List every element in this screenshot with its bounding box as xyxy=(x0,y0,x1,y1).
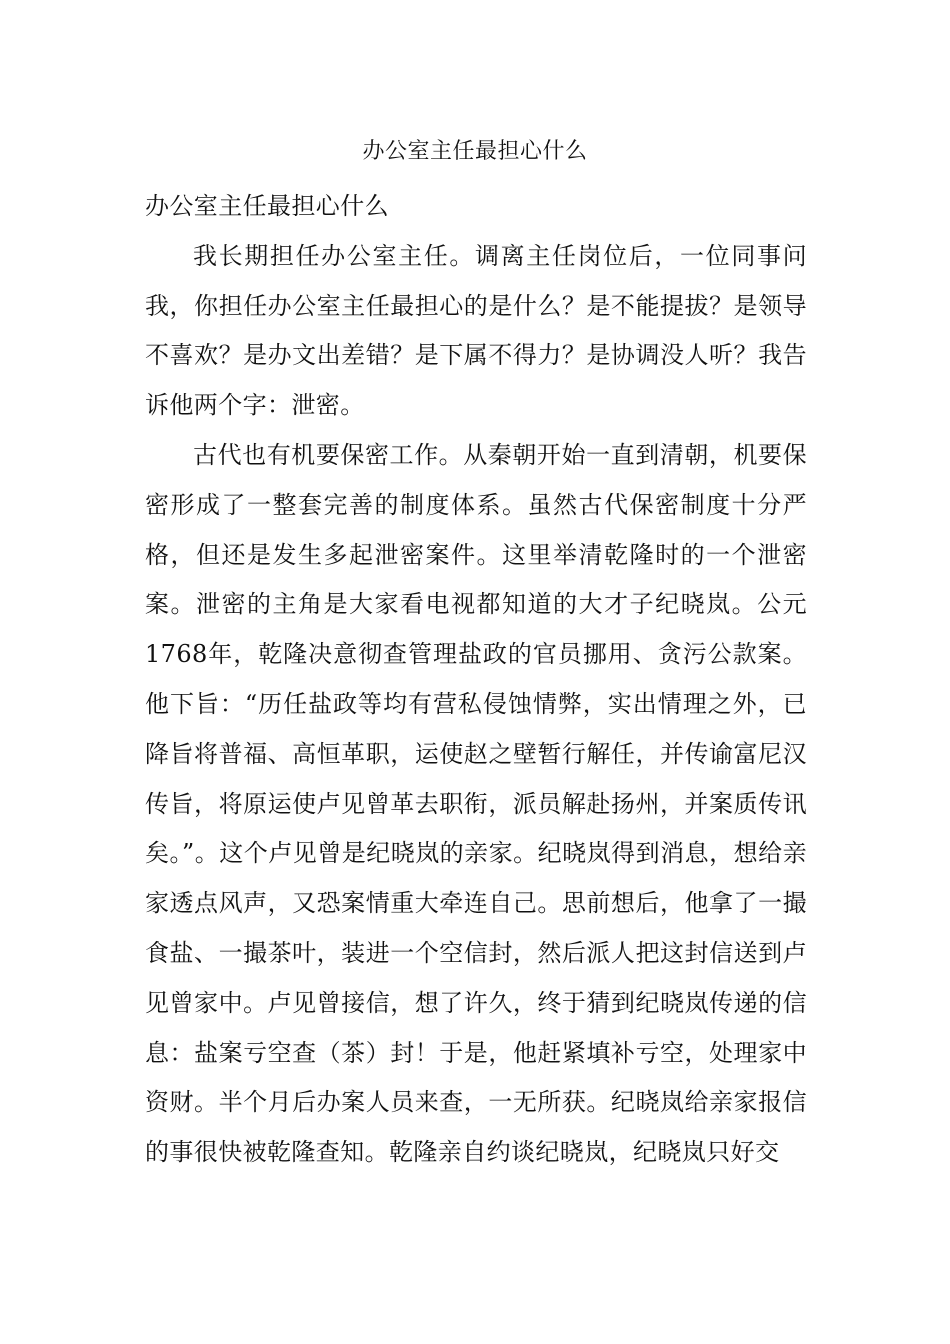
subtitle-line: 办公室主任最担心什么 xyxy=(145,192,389,220)
document-body xyxy=(145,182,807,1178)
paragraph-2: 古代也有机要保密工作。从秦朝开始一直到清朝，机要保密形成了一整套完善的制度体系。虽然古代保密制度十分严格，但还是发生多起泄密案件。这里举清乾隆时的一个泄密案。泄密的主角是大家看电视都知道的大才子纪晓岚。公元1768年，乾隆决意彻查管理盐政的官员挪用、贪污公款案。他下旨：“历任盐政等均有营私侵蚀情弊，实出情理之外，已降旨将普福、高恒革职，运使赵之壁暂行解任，并传谕富尼汉传旨，将原运使卢见曾革去职衔，派员解赴扬州，并案质传讯矣。”。这个卢见曾是纪晓岚的亲家。纪晓岚得到消息，想给亲家透点风声，又恐案情重大牵连自己。思前想后，他拿了一撮食盐、一撮茶叶，装进一个空信封，然后派人把这封信送到卢见曾家中。卢见曾接信，想了许久，终于猜到纪晓岚传递的信息：盐案亏空查（茶）封！于是，他赶紧填补亏空，处理家中资财。半个月后办案人员来查，一无所获。纪晓岚给亲家报信的事很快被乾隆查知。乾隆亲自约谈纪晓岚，纪晓岚只好交 xyxy=(145,440,807,1167)
paragraph-1: 我长期担任办公室主任。调离主任岗位后，一位同事问我，你担任办公室主任最担心的是什么？是不能提拔？是领导不喜欢？是办文出差错？是下属不得力？是协调没人听？我告诉他两个字：泄密。 xyxy=(145,241,807,420)
page-title: 办公室主任最担心什么 xyxy=(362,139,588,164)
